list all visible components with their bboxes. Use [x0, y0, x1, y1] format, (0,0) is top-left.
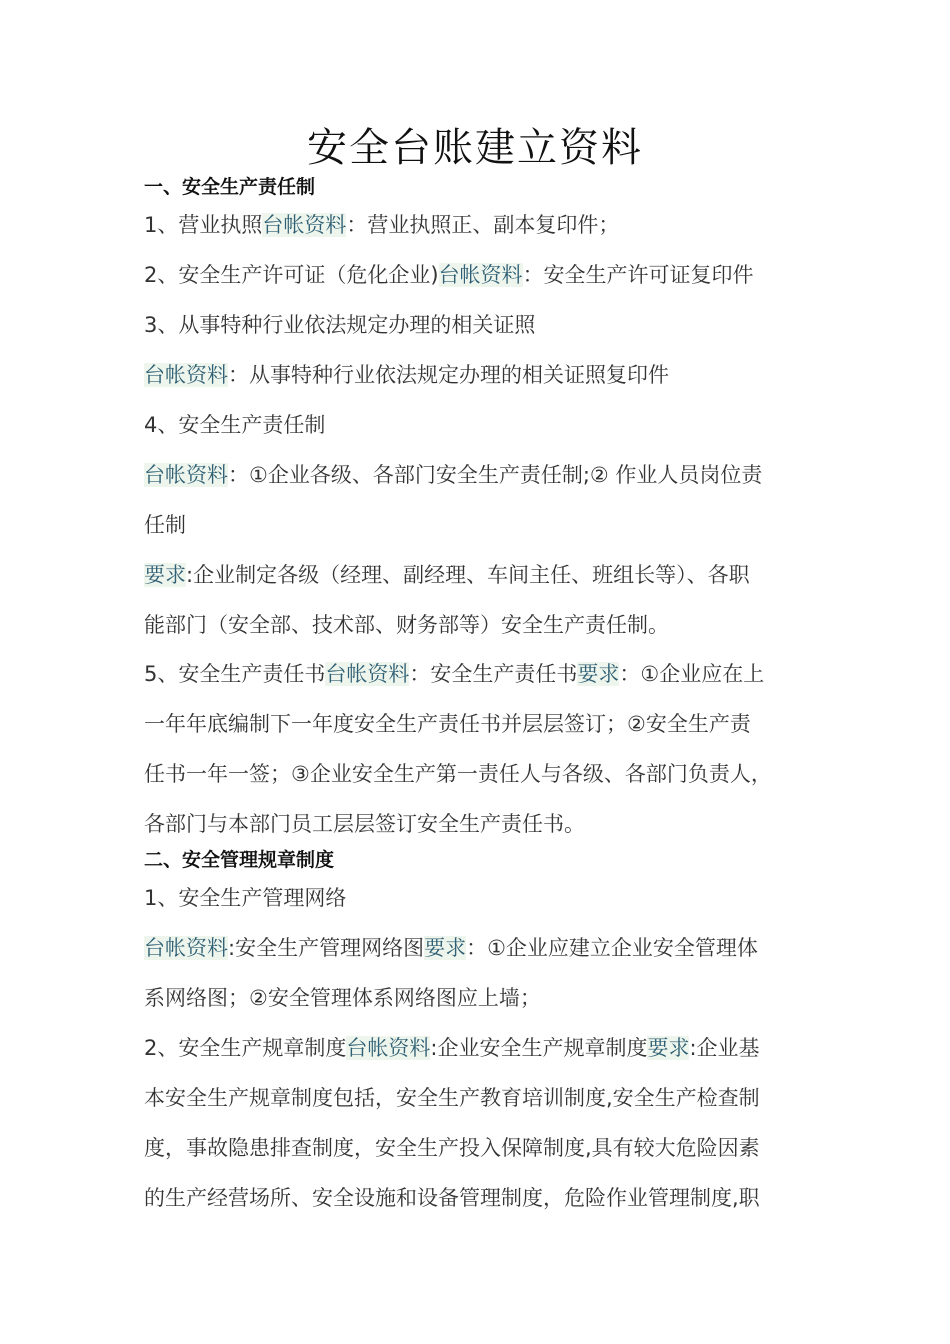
paragraph-line: 各部门与本部门员工层层签订安全生产责任书。 [144, 812, 585, 836]
highlight-term: 要求 [424, 936, 467, 960]
highlight-term: 要求 [144, 563, 186, 587]
paragraph-line: 任书一年一签；③企业安全生产第一责任人与各级、各部门负责人， [144, 762, 772, 786]
paragraph-line: 度，事故隐患排查制度，安全生产投入保障制度,具有较大危险因素 [144, 1136, 760, 1160]
section-heading-2: 二、安全管理规章制度 [144, 849, 335, 871]
highlight-term: 台帐资料 [438, 263, 523, 287]
paragraph-line: 系网络图；②安全管理体系网络图应上墙； [144, 986, 541, 1010]
paragraph-line: 任制 [144, 513, 186, 537]
paragraph-line: 的生产经营场所、安全设施和设备管理制度，危险作业管理制度,职 [144, 1186, 760, 1210]
section-heading-1: 一、安全生产责任制 [144, 176, 316, 198]
highlight-term: 要求 [577, 662, 620, 686]
paragraph-line: 5、安全生产责任书台帐资料：安全生产责任书要求：①企业应在上 [144, 662, 765, 686]
highlight-term: 要求 [647, 1036, 690, 1060]
paragraph-line: 本安全生产规章制度包括，安全生产教育培训制度,安全生产检查制 [144, 1086, 760, 1110]
paragraph-line: 1、安全生产管理网络 [144, 886, 347, 910]
highlight-term: 台帐资料 [144, 936, 228, 960]
paragraph-line: 2、安全生产规章制度台帐资料:企业安全生产规章制度要求:企业基 [144, 1036, 760, 1060]
paragraph-line: 能部门（安全部、技术部、财务部等）安全生产责任制。 [144, 613, 669, 637]
paragraph-line: 台帐资料：从事特种行业依法规定办理的相关证照复印件 [144, 363, 669, 387]
highlight-term: 台帐资料 [144, 363, 228, 387]
paragraph-line: 要求:企业制定各级（经理、副经理、车间主任、班组长等）、各职 [144, 563, 750, 587]
paragraph-line: 3、从事特种行业依法规定办理的相关证照 [144, 313, 536, 337]
document-title: 安全台账建立资料 [307, 125, 643, 171]
highlight-term: 台帐资料 [346, 1036, 431, 1060]
paragraph-line: 1、营业执照台帐资料：营业执照正、副本复印件； [144, 213, 620, 237]
paragraph-line: 2、安全生产许可证（危化企业)台帐资料：安全生产许可证复印件 [144, 263, 754, 287]
paragraph-line: 台帐资料：①企业各级、各部门安全生产责任制;② 作业人员岗位责 [144, 463, 763, 487]
paragraph-line: 台帐资料:安全生产管理网络图要求：①企业应建立企业安全管理体 [144, 936, 758, 960]
paragraph-line: 一年年底编制下一年度安全生产责任书并层层签订；②安全生产责 [144, 712, 751, 736]
highlight-term: 台帐资料 [144, 463, 228, 487]
highlight-term: 台帐资料 [325, 662, 410, 686]
paragraph-line: 4、安全生产责任制 [144, 413, 326, 437]
highlight-term: 台帐资料 [262, 213, 347, 237]
